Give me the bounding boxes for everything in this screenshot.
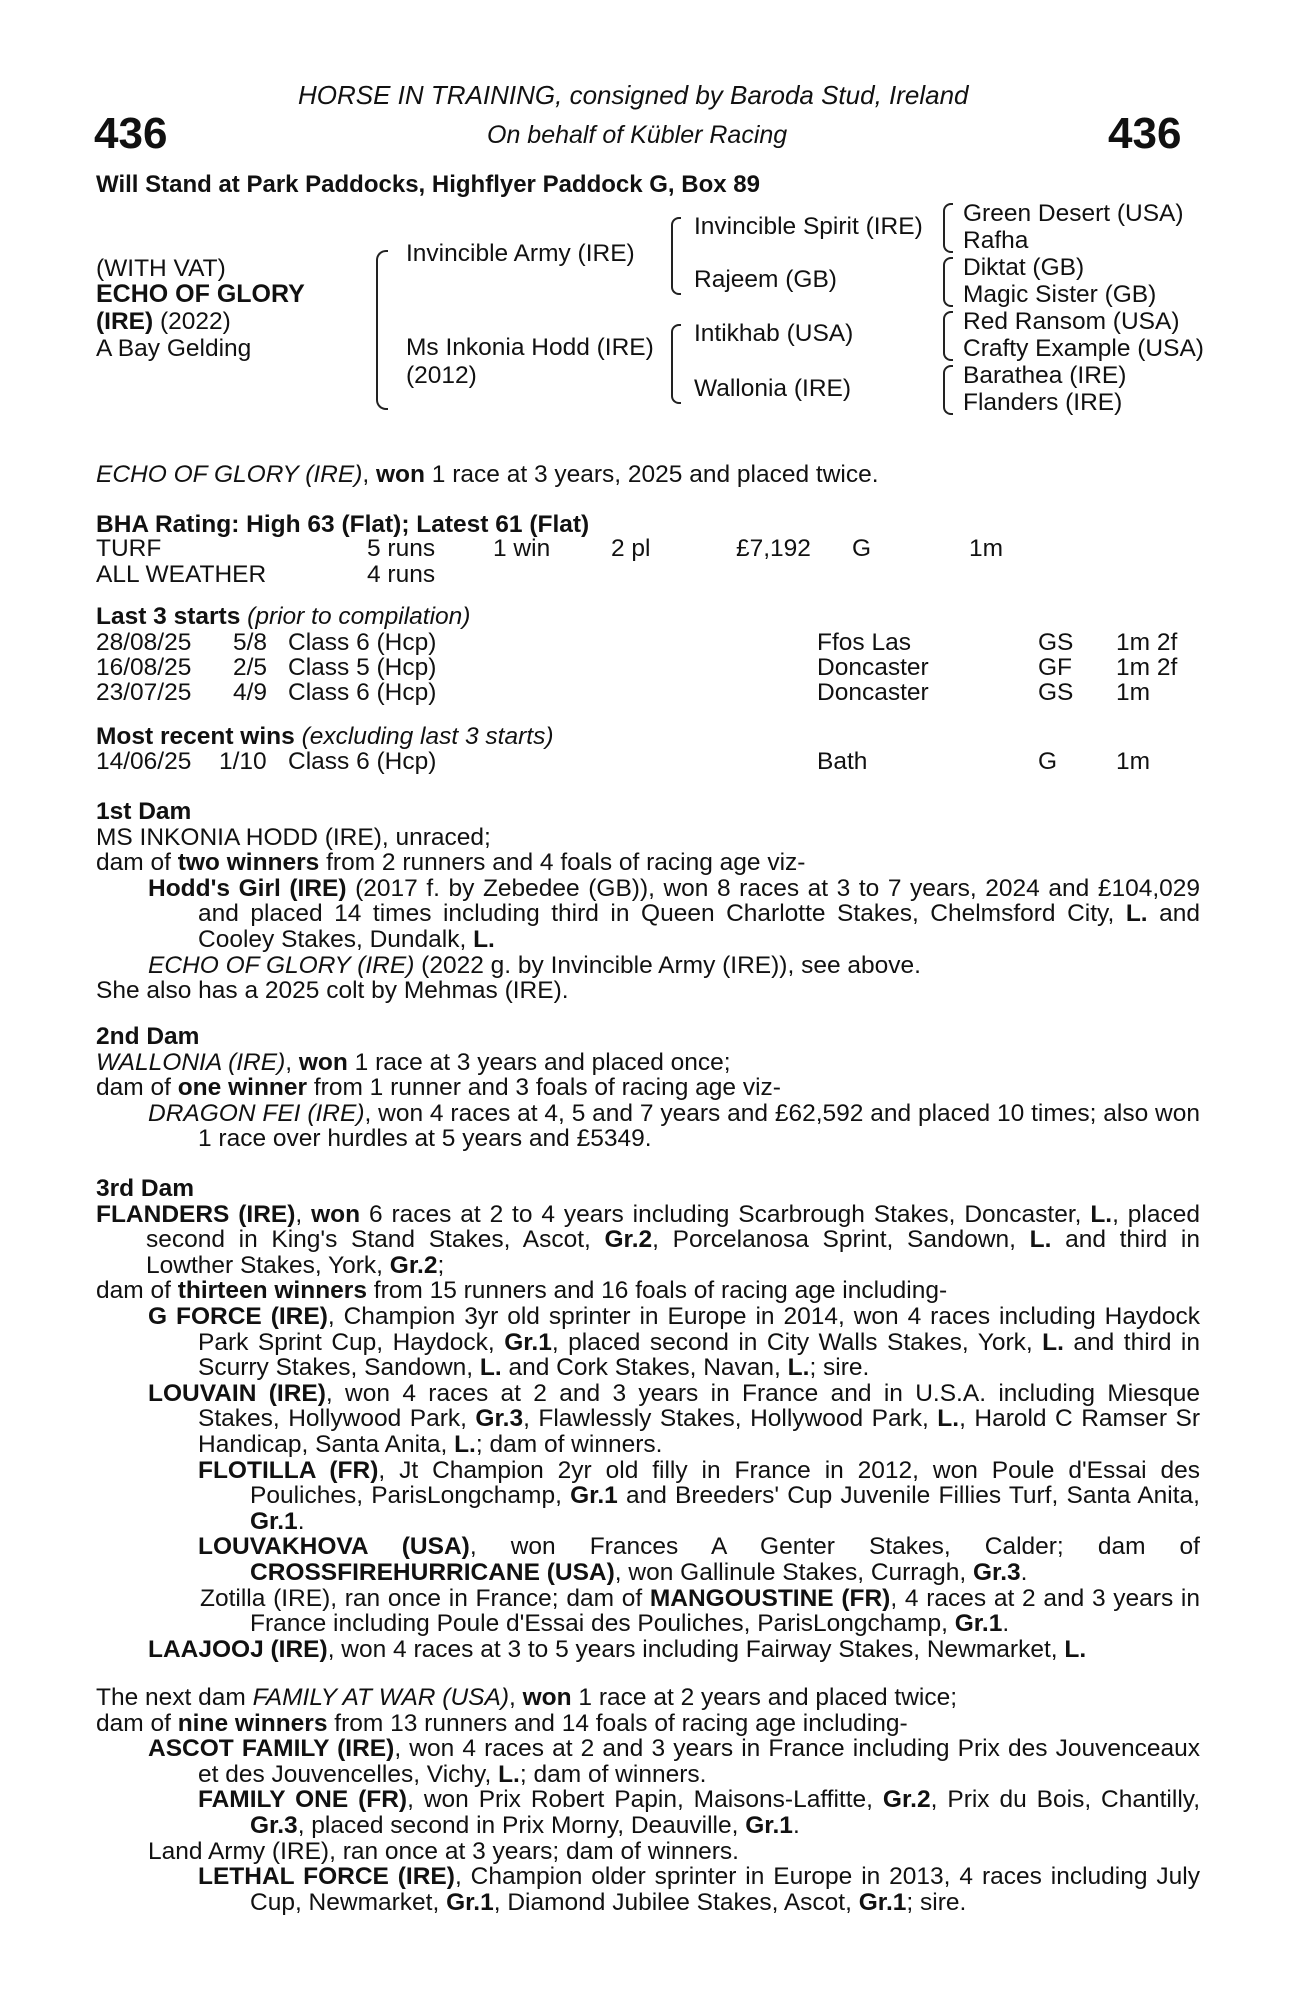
first-dam-line: MS INKONIA HODD (IRE), unraced; bbox=[96, 823, 491, 851]
horse-name: ECHO OF GLORY bbox=[96, 280, 305, 308]
listed-mark: L. bbox=[498, 1760, 520, 1788]
horse-name: LETHAL FORCE (IRE) bbox=[198, 1863, 455, 1891]
horse-name: FAMILY ONE (FR) bbox=[198, 1786, 408, 1814]
horse-year: (2022) bbox=[153, 308, 231, 335]
date: 16/08/25 bbox=[96, 654, 192, 681]
horse-name: CROSSFIREHURRICANE (USA) bbox=[250, 1558, 615, 1586]
produce-family-one bbox=[96, 1787, 1200, 1838]
class: Class 6 (Hcp) bbox=[288, 679, 437, 706]
pedigree-ss-dam: Rafha bbox=[963, 227, 1029, 254]
text: and Cork Stakes, Navan, bbox=[501, 1354, 788, 1382]
text: , placed second in King's Stand Stakes, Ascot, bbox=[146, 1200, 1200, 1254]
next-dam-produce bbox=[96, 1711, 1200, 1737]
group-mark: Gr.1 bbox=[570, 1482, 618, 1510]
text: , Champion 3yr old sprinter in Europe in 2014, won 4 races including Haydock Park Sprint Cup, Haydock, bbox=[198, 1302, 1200, 1356]
text: from 1 runner and 3 foals of racing age viz- bbox=[307, 1074, 781, 1102]
text: ; dam of winners. bbox=[475, 1430, 663, 1458]
text: . bbox=[1002, 1610, 1010, 1638]
pedigree-brace-dd bbox=[943, 365, 953, 415]
horse-name: DRAGON FEI (IRE) bbox=[148, 1099, 365, 1127]
horse-name: G FORCE (IRE) bbox=[148, 1302, 328, 1330]
distance: 1m 2f bbox=[1116, 629, 1178, 656]
horse-name: LOUVAKHOVA (USA) bbox=[198, 1533, 470, 1561]
group-mark: Gr.2 bbox=[882, 1786, 931, 1814]
group-mark: Gr.1 bbox=[745, 1811, 793, 1839]
horse-name: ECHO OF GLORY (IRE) bbox=[148, 951, 415, 979]
horse-name: ASCOT FAMILY (IRE) bbox=[148, 1735, 395, 1763]
listed-mark: L. bbox=[1042, 1328, 1064, 1356]
produce-louvain bbox=[96, 1381, 1200, 1458]
pedigree-brace-sd bbox=[943, 257, 953, 307]
listed-mark: L. bbox=[1125, 900, 1148, 928]
text: 1 race at 2 years and placed twice; bbox=[571, 1684, 958, 1711]
surface: TURF bbox=[96, 535, 162, 562]
runs: 5 runs bbox=[367, 535, 436, 562]
text: (2017 f. by Zebedee (GB)), won 8 races at 3 to 7 years, 2024 and £104,029 and placed 14 times including third in Queen Charlotte Stakes, Chelmsford City, bbox=[198, 874, 1201, 928]
pedigree-dam-dam: Wallonia (IRE) bbox=[694, 375, 852, 402]
first-dam-note: She also has a 2025 colt by Mehmas (IRE). bbox=[96, 977, 569, 1005]
text: , Jt Champion 2yr old filly in France in 2012, won Poule d'Essai des Pouliches, ParisLongchamp, bbox=[250, 1456, 1200, 1510]
going: GS bbox=[1038, 629, 1074, 656]
pedigree-sire-sire: Invincible Spirit (IRE) bbox=[694, 213, 923, 240]
text: , Porcelanosa Sprint, Sandown, bbox=[652, 1226, 1030, 1254]
runs: 4 runs bbox=[367, 561, 436, 588]
surface: ALL WEATHER bbox=[96, 561, 267, 588]
produce-dragon-fei bbox=[96, 1101, 1200, 1152]
pedigree-dam-sire: Intikhab (USA) bbox=[694, 320, 854, 347]
text: 6 races at 2 to 4 years including Scarbrough Stakes, Doncaster, bbox=[360, 1200, 1091, 1228]
text: , bbox=[509, 1684, 523, 1711]
going: GF bbox=[1038, 654, 1073, 681]
summary-text: 1 race at 3 years, 2025 and placed twice. bbox=[425, 461, 879, 488]
text: , Harold C Ramser Sr Handicap, Santa Anita, bbox=[198, 1405, 1200, 1458]
distance: 1m bbox=[1116, 679, 1151, 706]
race-summary: ECHO OF GLORY (IRE), won 1 race at 3 years, 2025 and placed twice. bbox=[96, 461, 879, 488]
pedigree-ds-dam: Crafty Example (USA) bbox=[963, 335, 1204, 362]
distance: 1m bbox=[1116, 748, 1151, 775]
text: and Breeders' Cup Juvenile Fillies Turf, Santa Anita, bbox=[617, 1482, 1200, 1510]
text: . bbox=[297, 1507, 305, 1535]
text: , placed second in City Walls Stakes, York, bbox=[551, 1328, 1043, 1356]
group-mark: Gr.3 bbox=[972, 1558, 1021, 1586]
text: dam of bbox=[96, 1709, 178, 1737]
position: 4/9 bbox=[233, 679, 268, 706]
text: , won 4 races at 2 and 3 years in France including Prix des Jouvenceaux et des Jouvencelles, Vichy, bbox=[198, 1735, 1200, 1788]
text: and third in Scurry Stakes, Sandown, bbox=[198, 1328, 1201, 1382]
going: GS bbox=[1038, 679, 1074, 706]
prize-money: £7,192 bbox=[736, 535, 811, 562]
first-dam-section bbox=[96, 799, 1200, 1004]
vendor-line: On behalf of Kübler Racing bbox=[487, 121, 788, 149]
produce-g-force bbox=[96, 1304, 1200, 1381]
text: dam of bbox=[96, 1277, 178, 1305]
pedigree-sire-dam: Rajeem (GB) bbox=[694, 266, 837, 293]
pedigree-ds-sire: Red Ransom (USA) bbox=[963, 308, 1180, 335]
text: ; bbox=[437, 1251, 445, 1279]
horse-name: MANGOUSTINE (FR) bbox=[649, 1584, 891, 1612]
position: 5/8 bbox=[233, 629, 268, 656]
produce-zotilla bbox=[96, 1586, 1200, 1637]
group-mark: Gr.2 bbox=[604, 1226, 653, 1254]
first-dam-produce bbox=[96, 850, 1200, 876]
last-starts-title: Last 3 starts bbox=[96, 603, 241, 630]
text: ; dam of winners. bbox=[519, 1760, 707, 1788]
produce-lethal-force bbox=[96, 1864, 1200, 1915]
going: G bbox=[852, 535, 872, 562]
text: and Cooley Stakes, Dundalk, bbox=[198, 900, 1201, 953]
horse-name: FLANDERS (IRE) bbox=[96, 1200, 296, 1228]
pedigree-brace-main bbox=[376, 250, 388, 410]
produce-flotilla bbox=[96, 1458, 1200, 1535]
listed-mark: L. bbox=[787, 1354, 810, 1382]
listed-mark: L. bbox=[1029, 1226, 1052, 1254]
distance: 1m bbox=[969, 535, 1004, 562]
horse-description: A Bay Gelding bbox=[96, 335, 252, 362]
horse-name: FLOTILLA (FR) bbox=[198, 1456, 379, 1484]
text: ; sire. bbox=[809, 1354, 870, 1382]
won: won bbox=[298, 1048, 348, 1076]
next-dam-line bbox=[96, 1685, 1200, 1711]
won: won bbox=[311, 1200, 361, 1228]
winners-count: two winners bbox=[177, 849, 320, 877]
listed-mark: L. bbox=[473, 925, 495, 953]
group-mark: Gr.3 bbox=[475, 1405, 524, 1433]
produce-land-army: Land Army (IRE), ran once at 3 years; dam of winners. bbox=[148, 1837, 739, 1865]
pedigree-dam-year: (2012) bbox=[406, 362, 477, 389]
horse-name: LAAJOOJ (IRE) bbox=[148, 1635, 328, 1663]
wins: 1 win bbox=[493, 535, 551, 562]
second-dam-produce bbox=[96, 1075, 1200, 1101]
pedigree-dd-sire: Barathea (IRE) bbox=[963, 362, 1127, 389]
pedigree-dd-dam: Flanders (IRE) bbox=[963, 389, 1123, 416]
horse-origin: (IRE) bbox=[96, 308, 154, 335]
last-starts-note: (prior to compilation) bbox=[240, 603, 471, 630]
lot-number-right: 436 bbox=[1108, 109, 1182, 158]
horse-origin-year bbox=[96, 308, 231, 336]
first-dam-title: 1st Dam bbox=[96, 798, 192, 825]
text: , bbox=[285, 1048, 299, 1076]
text: , won Frances A Genter Stakes, Calder; dam of bbox=[469, 1533, 1200, 1561]
bha-rating: BHA Rating: High 63 (Flat); Latest 61 (Flat) bbox=[96, 511, 590, 538]
class: Class 6 (Hcp) bbox=[288, 748, 437, 775]
lot-number-left: 436 bbox=[94, 109, 168, 158]
position: 1/10 bbox=[219, 748, 267, 775]
pedigree-brace-sire bbox=[671, 217, 681, 295]
pedigree-dam: Ms Inkonia Hodd (IRE) bbox=[406, 334, 654, 361]
text: from 13 runners and 14 foals of racing age including- bbox=[327, 1709, 908, 1737]
third-dam-section bbox=[96, 1176, 1200, 1662]
text: from 2 runners and 4 foals of racing age viz- bbox=[319, 849, 806, 877]
group-mark: Gr.1 bbox=[858, 1888, 907, 1916]
horse-name: WALLONIA (IRE) bbox=[96, 1048, 286, 1076]
text: (2022 g. by Invincible Army (IRE)), see above. bbox=[414, 951, 921, 979]
text: , won 4 races at 4, 5 and 7 years and £62,592 and placed 10 times; also won 1 race over hurdles at 5 years and £5349. bbox=[198, 1099, 1201, 1153]
horse-name: Hodd's Girl (IRE) bbox=[148, 874, 347, 902]
listed-mark: L. bbox=[479, 1354, 502, 1382]
summary-won: won bbox=[376, 461, 425, 488]
text: . bbox=[1020, 1558, 1028, 1586]
next-dam-section bbox=[96, 1685, 1200, 1915]
text: , 4 races at 2 and 3 years in France including Poule d'Essai des Pouliches, ParisLongchamp, bbox=[250, 1584, 1200, 1638]
won: won bbox=[522, 1684, 572, 1711]
text: dam of bbox=[96, 1074, 178, 1102]
text: , placed second in Prix Morny, Deauville, bbox=[297, 1811, 746, 1839]
winners-count: nine winners bbox=[177, 1709, 328, 1737]
text: and third in Lowther Stakes, York, bbox=[146, 1226, 1201, 1279]
third-dam-title: 3rd Dam bbox=[96, 1175, 195, 1202]
position: 2/5 bbox=[233, 654, 268, 681]
course: Doncaster bbox=[817, 654, 929, 681]
group-mark: Gr.1 bbox=[504, 1328, 552, 1356]
produce-ascot-family bbox=[96, 1736, 1200, 1787]
third-dam-line bbox=[96, 1202, 1200, 1279]
group-mark: Gr.1 bbox=[446, 1888, 494, 1916]
produce-hodds-girl bbox=[96, 876, 1200, 953]
text: 1 race at 3 years and placed once; bbox=[347, 1048, 731, 1076]
summary-name: ECHO OF GLORY (IRE) bbox=[96, 461, 363, 488]
text: from 15 runners and 16 foals of racing age including- bbox=[366, 1277, 948, 1305]
recent-wins-note: (excluding last 3 starts) bbox=[294, 723, 554, 750]
text: , Diamond Jubilee Stakes, Ascot, bbox=[493, 1888, 859, 1916]
pedigree-brace-ds bbox=[943, 311, 953, 361]
recent-wins-title: Most recent wins bbox=[96, 723, 295, 750]
course: Bath bbox=[817, 748, 868, 775]
group-mark: Gr.2 bbox=[389, 1251, 438, 1279]
listed-mark: L. bbox=[1064, 1635, 1087, 1663]
group-mark: Gr.3 bbox=[250, 1811, 298, 1839]
class: Class 6 (Hcp) bbox=[288, 629, 437, 656]
text: Zotilla (IRE), ran once in France; dam of bbox=[200, 1584, 650, 1612]
date: 28/08/25 bbox=[96, 629, 192, 656]
consignor-line: HORSE IN TRAINING, consigned by Baroda Stud, Ireland bbox=[298, 80, 969, 110]
date: 23/07/25 bbox=[96, 679, 192, 706]
text: , won 4 races at 3 to 5 years including Fairway Stakes, Newmarket, bbox=[327, 1635, 1065, 1663]
group-mark: Gr.1 bbox=[250, 1507, 298, 1535]
stabling-location: Will Stand at Park Paddocks, Highflyer Paddock G, Box 89 bbox=[96, 171, 760, 198]
group-mark: Gr.1 bbox=[954, 1610, 1003, 1638]
listed-mark: L. bbox=[1090, 1200, 1113, 1228]
vat-note: (WITH VAT) bbox=[96, 255, 226, 282]
text: ; sire. bbox=[906, 1888, 967, 1916]
text: , Prix du Bois, Chantilly, bbox=[930, 1786, 1200, 1814]
text: , Champion older sprinter in Europe in 2013, 4 races including July Cup, Newmarket, bbox=[250, 1863, 1200, 1916]
produce-louvakhova bbox=[96, 1534, 1200, 1585]
produce-laajooj bbox=[96, 1637, 1200, 1663]
listed-mark: L. bbox=[454, 1430, 476, 1458]
second-dam-title: 2nd Dam bbox=[96, 1023, 200, 1050]
horse-name: FAMILY AT WAR (USA) bbox=[252, 1684, 509, 1711]
course: Ffos Las bbox=[817, 629, 911, 656]
pedigree-brace-ss bbox=[943, 203, 953, 253]
third-dam-produce bbox=[96, 1278, 1200, 1304]
second-dam-section bbox=[96, 1024, 1200, 1152]
winners-count: one winner bbox=[177, 1074, 308, 1102]
pedigree-sire: Invincible Army (IRE) bbox=[406, 240, 635, 267]
going: G bbox=[1038, 748, 1058, 775]
text: , bbox=[295, 1200, 312, 1228]
text: , won 4 races at 2 and 3 years in France and in U.S.A. including Miesque Stakes, Hollywood Park, bbox=[198, 1379, 1200, 1433]
text: . bbox=[792, 1811, 800, 1839]
text: , won Gallinule Stakes, Curragh, bbox=[614, 1558, 973, 1586]
winners-count: thirteen winners bbox=[177, 1277, 367, 1305]
course: Doncaster bbox=[817, 679, 929, 706]
last-starts-heading bbox=[96, 603, 470, 631]
produce-echo-of-glory bbox=[96, 953, 1200, 979]
text: dam of bbox=[96, 849, 178, 877]
text: The next dam bbox=[96, 1684, 253, 1711]
pedigree-sd-dam: Magic Sister (GB) bbox=[963, 281, 1157, 308]
pedigree-brace-dam bbox=[671, 324, 681, 404]
horse-name: LOUVAIN (IRE) bbox=[148, 1379, 326, 1407]
listed-mark: L. bbox=[937, 1405, 960, 1433]
second-dam-line bbox=[96, 1050, 1200, 1076]
pedigree-sd-sire: Diktat (GB) bbox=[963, 254, 1085, 281]
pedigree-ss-sire: Green Desert (USA) bbox=[963, 200, 1184, 227]
placed: 2 pl bbox=[611, 535, 651, 562]
date: 14/06/25 bbox=[96, 748, 192, 775]
text: , Flawlessly Stakes, Hollywood Park, bbox=[523, 1405, 938, 1433]
text: , won Prix Robert Papin, Maisons-Laffitte, bbox=[407, 1786, 883, 1814]
distance: 1m 2f bbox=[1116, 654, 1178, 681]
class: Class 5 (Hcp) bbox=[288, 654, 437, 681]
recent-wins-heading bbox=[96, 723, 553, 751]
